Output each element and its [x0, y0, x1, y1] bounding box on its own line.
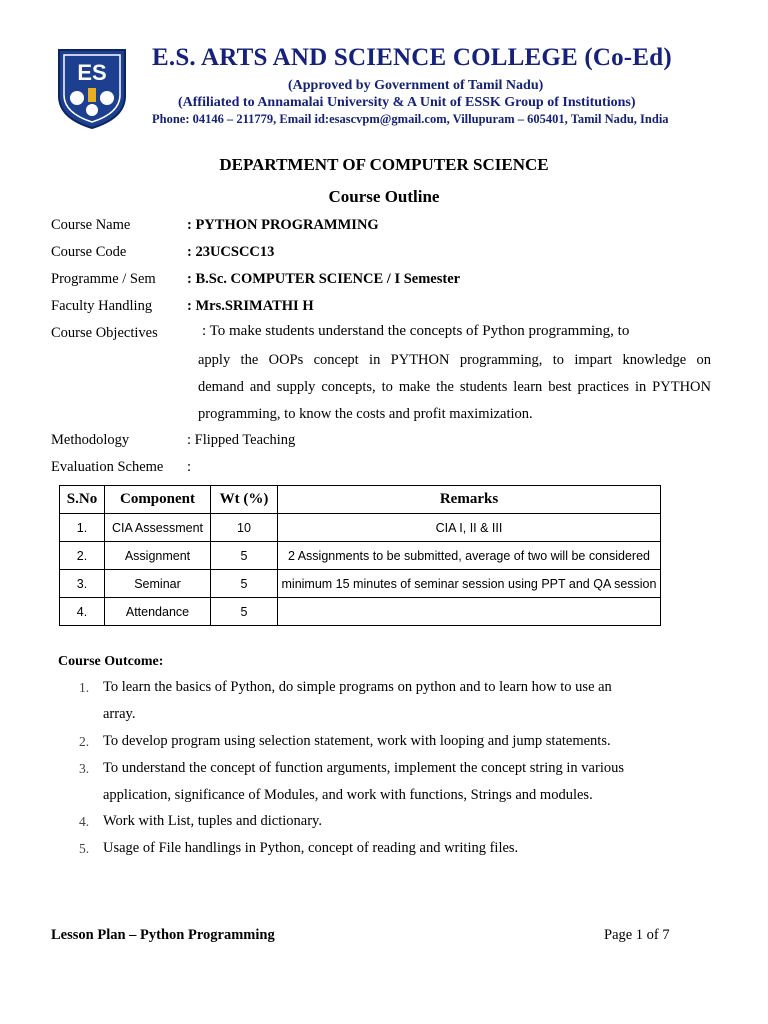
cell-component: Seminar: [105, 570, 211, 598]
evaluation-table: [59, 485, 661, 626]
cell-sno: 3.: [60, 570, 105, 598]
evaluation-value: :: [187, 459, 192, 475]
outcome-number: 2.: [79, 734, 90, 749]
course-outcome-title: Course Outcome:: [58, 654, 164, 669]
methodology-label: Methodology: [51, 432, 130, 448]
outcome-line: array.: [103, 706, 136, 722]
table-header-row: [60, 486, 661, 514]
objectives-label: Course Objectives: [51, 325, 158, 341]
course-outline-title: Course Outline: [328, 187, 440, 206]
course-code-label: Course Code: [51, 244, 127, 260]
course-code-value: : 23UCSCC13: [187, 244, 275, 260]
outcome-number: 3.: [79, 761, 90, 776]
header-remarks: Remarks: [278, 486, 661, 514]
table-row: [60, 514, 661, 542]
cell-component: Attendance: [105, 598, 211, 626]
outcome-number: 4.: [79, 814, 90, 829]
cell-weight: 10: [211, 514, 278, 542]
contact-line: Phone: 04146 – 211779, Email id:esascvpm@gmail.com, Villupuram – 605401, Tamil Nadu, India: [152, 112, 669, 126]
cell-weight: 5: [211, 570, 278, 598]
cell-remarks: minimum 15 minutes of seminar session using PPT and QA session: [278, 570, 661, 598]
outcome-line: Work with List, tuples and dictionary.: [103, 813, 322, 829]
outcome-line: To learn the basics of Python, do simple programs on python and to learn how to use an: [103, 679, 612, 695]
outcome-line: Usage of File handlings in Python, concept of reading and writing files.: [103, 840, 519, 856]
objectives-line-1: : To make students understand the concepts of Python programming, to: [202, 323, 630, 339]
outcome-line: application, significance of Modules, and work with functions, Strings and modules.: [103, 787, 593, 803]
cell-remarks: [278, 598, 661, 626]
table-row: [60, 598, 661, 626]
cell-sno: 1.: [60, 514, 105, 542]
outcome-number: 5.: [79, 841, 90, 856]
header-sno: S.No: [60, 486, 105, 514]
cell-sno: 4.: [60, 598, 105, 626]
faculty-label: Faculty Handling: [51, 298, 153, 314]
course-name-label: Course Name: [51, 217, 131, 233]
cell-remarks: CIA I, II & III: [278, 514, 661, 542]
methodology-value: : Flipped Teaching: [187, 432, 296, 448]
approval-line: (Approved by Government of Tamil Nadu): [288, 78, 544, 93]
cell-component: CIA Assessment: [105, 514, 211, 542]
objectives-line-3: demand and supply concepts, to make the students learn best practices in PYTHON: [198, 379, 711, 395]
cell-remarks: 2 Assignments to be submitted, average of two will be considered: [278, 542, 661, 570]
department-title: DEPARTMENT OF COMPUTER SCIENCE: [219, 155, 549, 174]
outcome-number: 1.: [79, 680, 90, 695]
cell-weight: 5: [211, 598, 278, 626]
cell-sno: 2.: [60, 542, 105, 570]
footer-title: Lesson Plan – Python Programming: [51, 927, 275, 943]
table-row: [60, 542, 661, 570]
cell-component: Assignment: [105, 542, 211, 570]
faculty-value: : Mrs.SRIMATHI H: [187, 298, 314, 314]
outcome-line: To develop program using selection statement, work with looping and jump statements.: [103, 733, 611, 749]
programme-label: Programme / Sem: [51, 271, 156, 287]
page-number: Page 1 of 7: [604, 927, 670, 943]
objectives-line-2: apply the OOPs concept in PYTHON programming, to impart knowledge on: [198, 352, 711, 368]
affiliation-line: (Affiliated to Annamalai University & A Unit of ESSK Group of Institutions): [178, 95, 636, 110]
table-row: [60, 570, 661, 598]
header-weight: Wt (%): [211, 486, 278, 514]
college-logo: [55, 44, 129, 130]
college-name: E.S. ARTS AND SCIENCE COLLEGE (Co-Ed): [152, 44, 672, 71]
logo-text: ES: [77, 60, 107, 85]
outcome-line: To understand the concept of function arguments, implement the concept string in various: [103, 760, 624, 776]
course-name-value: : PYTHON PROGRAMMING: [187, 217, 379, 233]
cell-weight: 5: [211, 542, 278, 570]
objectives-line-4: programming, to know the costs and profit maximization.: [198, 406, 533, 422]
header-component: Component: [105, 486, 211, 514]
evaluation-label: Evaluation Scheme: [51, 459, 164, 475]
programme-value: : B.Sc. COMPUTER SCIENCE / I Semester: [187, 271, 461, 287]
